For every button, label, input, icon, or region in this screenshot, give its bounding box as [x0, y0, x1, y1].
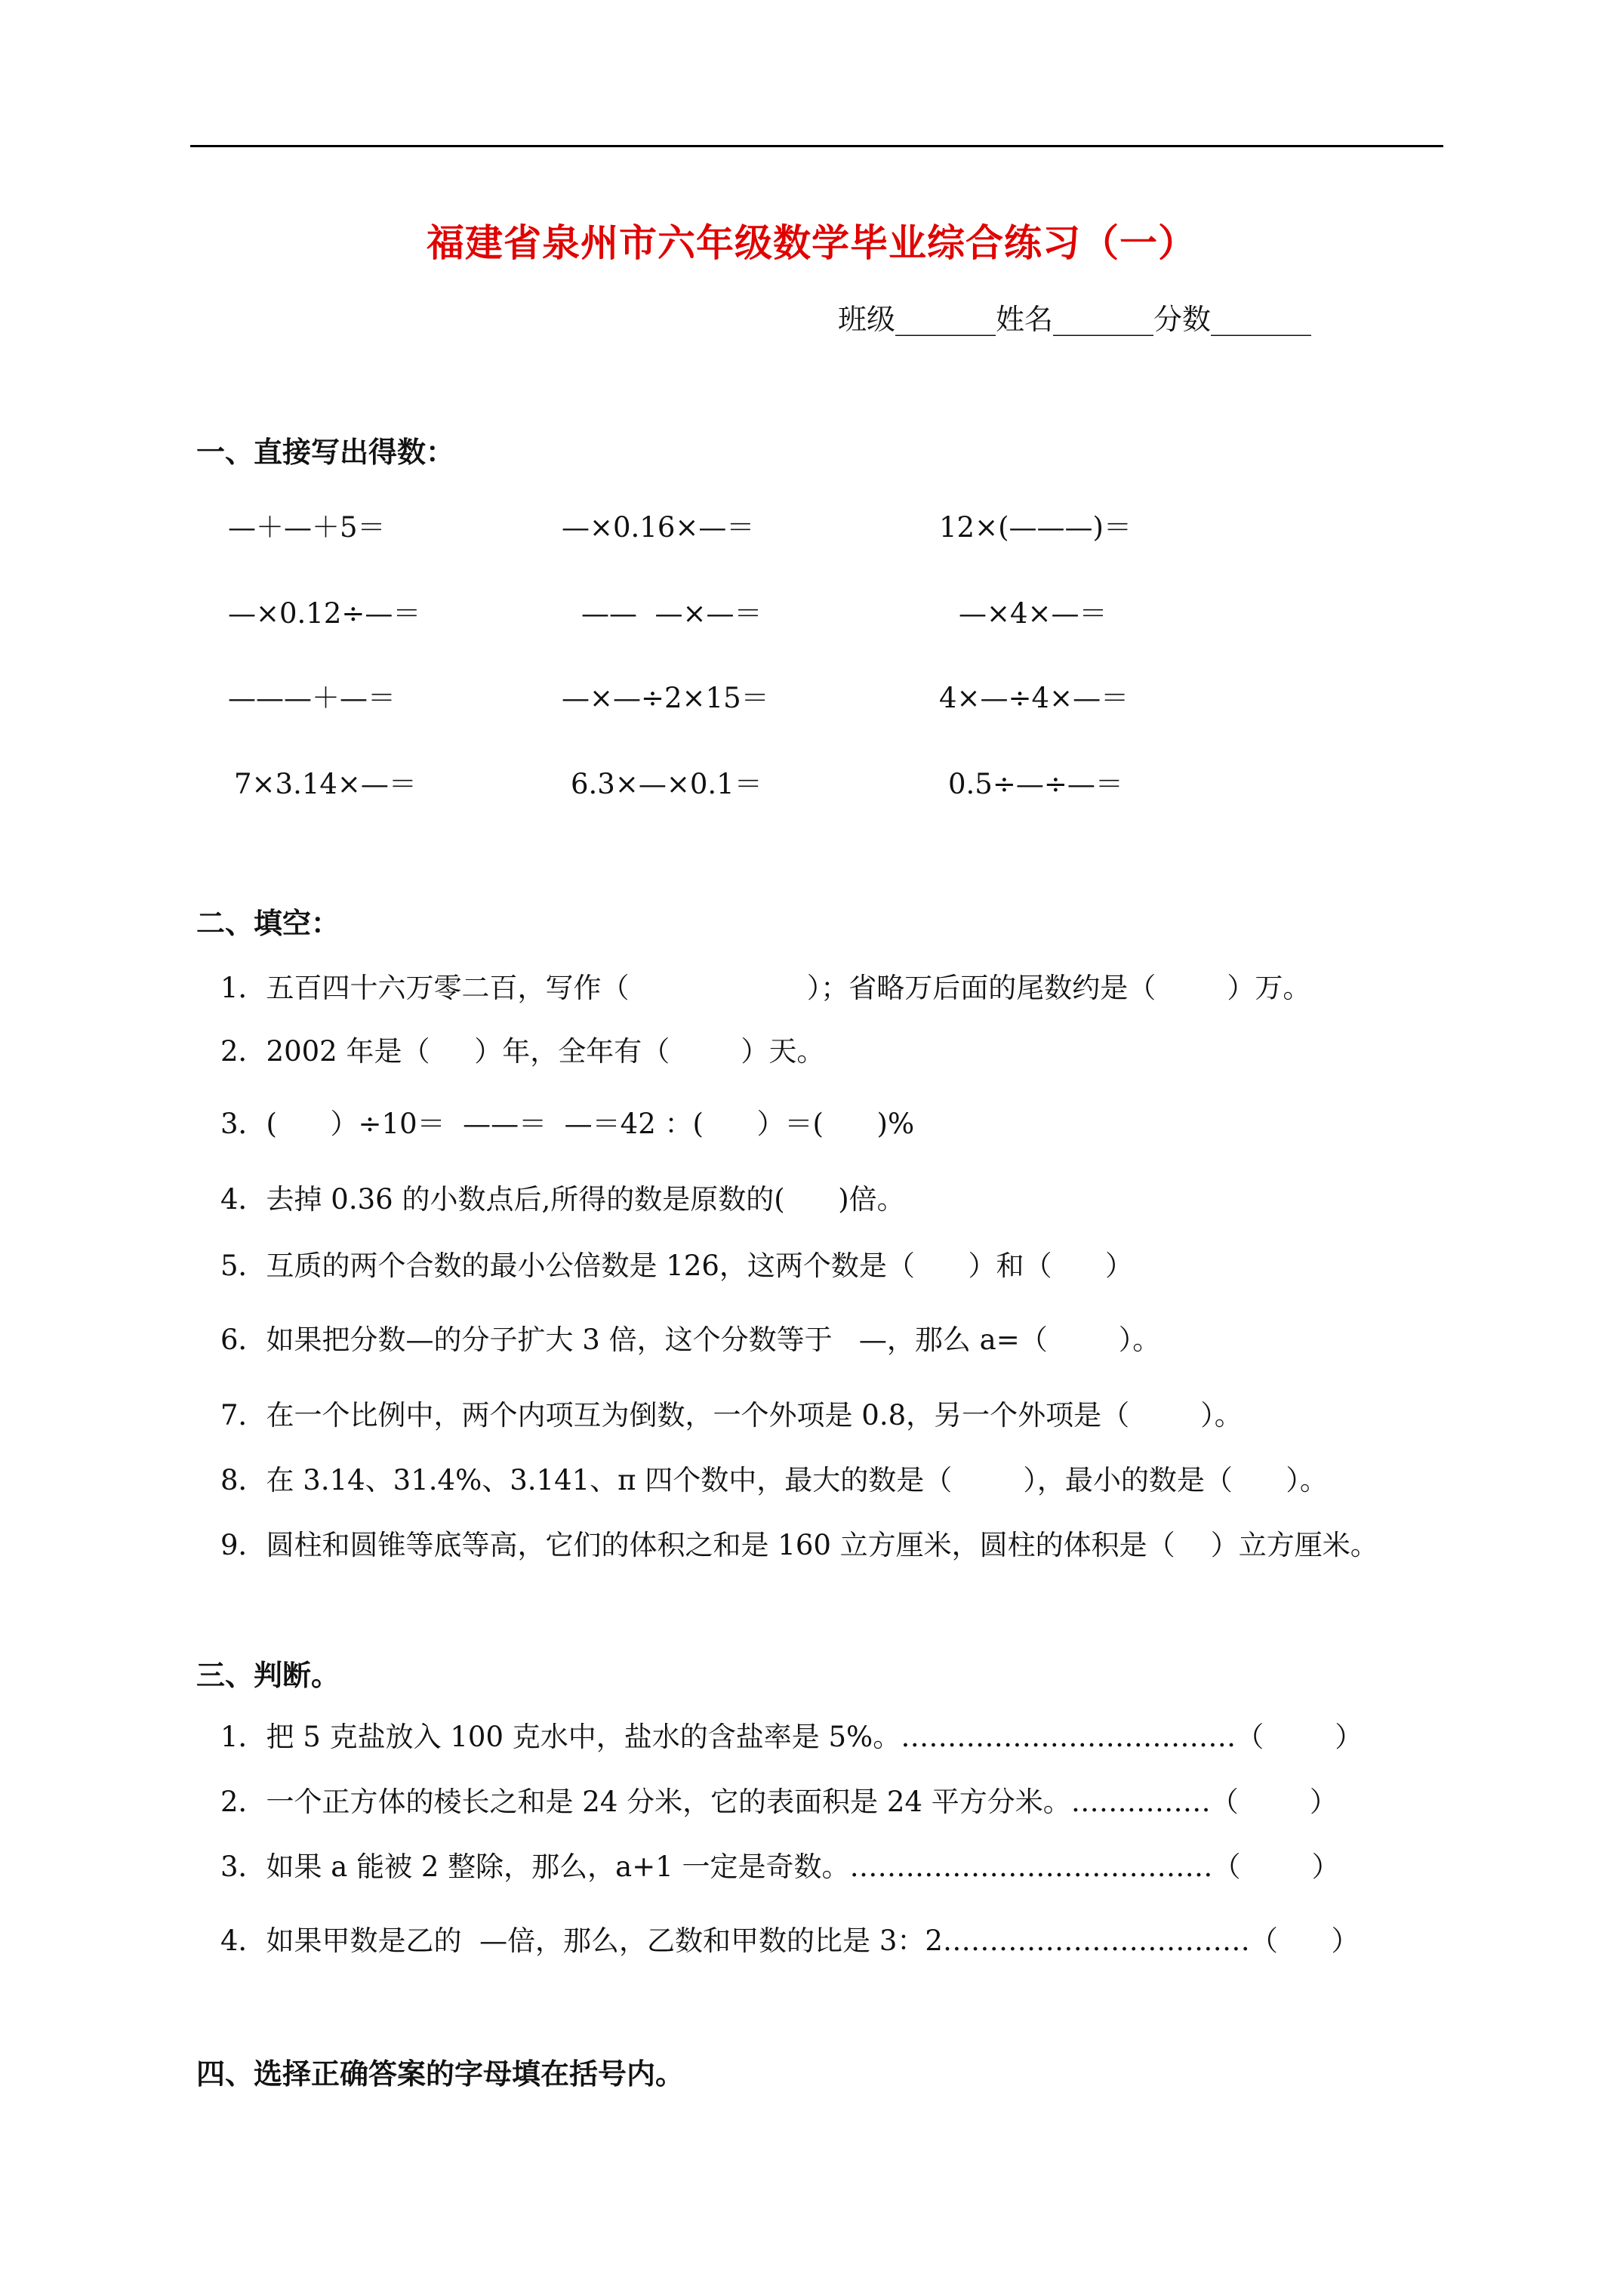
judge-item: 1．把 5 克盐放入 100 克水中，盐水的含盐率是 5%。………………………………（ ） — [220, 1721, 1363, 1753]
fill-item: 9．圆柱和圆锥等底等高，它们的体积之和是 160 立方厘米，圆柱的体积是（ ）立方厘米。 — [220, 1529, 1378, 1561]
calc-item: —×4×—＝ — [959, 597, 1107, 630]
top-rule — [190, 145, 1443, 147]
calc-item: 7×3.14×—＝ — [234, 768, 417, 800]
calc-item: —＋—＋5＝ — [228, 511, 386, 544]
section-heading-2: 二、填空： — [196, 906, 340, 940]
calc-item: 0.5÷—÷—＝ — [948, 768, 1123, 800]
judge-item: 2．一个正方体的棱长之和是 24 分米，它的表面积是 24 平方分米。……………（ ） — [220, 1786, 1338, 1818]
calc-item: —— —×—＝ — [581, 597, 762, 630]
student-info-line: 班级_______姓名_______分数_______ — [838, 303, 1312, 336]
calc-item: 4×—÷4×—＝ — [939, 682, 1129, 714]
fill-item: 3．( ）÷10＝ ——＝ —＝42 ：( ）＝( )% — [220, 1108, 915, 1140]
calc-item: 12×(———)＝ — [939, 511, 1132, 544]
fill-item: 4．去掉 0.36 的小数点后,所得的数是原数的( )倍。 — [220, 1183, 905, 1216]
section-heading-3: 三、判断。 — [196, 1658, 340, 1692]
section-heading-1: 一、直接写出得数： — [196, 435, 455, 469]
fill-item: 1．五百四十六万零二百，写作（ ）；省略万后面的尾数约是（ ）万。 — [220, 972, 1311, 1004]
judge-item: 3．如果 a 能被 2 整除，那么，a+1 一定是奇数。…………………………………（ ） — [220, 1851, 1340, 1883]
fill-item: 6．如果把分数—的分子扩大 3 倍，这个分数等于 —，那么 a=（ ）。 — [220, 1324, 1161, 1356]
calc-item: 6.3×—×0.1＝ — [571, 768, 762, 800]
fill-item: 8．在 3.14、31.4%、3.141、π 四个数中，最大的数是（ ），最小的数是（ ）。 — [220, 1464, 1328, 1496]
calc-item: —×—÷2×15＝ — [562, 682, 769, 714]
page-title: 福建省泉州市六年级数学毕业综合练习（一） — [427, 220, 1196, 265]
fill-item: 2．2002 年是（ ）年，全年有（ ）天。 — [220, 1035, 825, 1068]
calc-item: —×0.12÷—＝ — [228, 597, 421, 630]
calc-item: —×0.16×—＝ — [562, 511, 755, 544]
fill-item: 5．互质的两个合数的最小公倍数是 126，这两个数是（ ）和（ ） — [220, 1250, 1134, 1282]
section-heading-4: 四、选择正确答案的字母填在括号内。 — [196, 2057, 685, 2091]
calc-item: ———＋—＝ — [228, 682, 396, 714]
judge-item: 4．如果甲数是乙的 —倍，那么，乙数和甲数的比是 3：2……………………………（ ） — [220, 1925, 1360, 1957]
fill-item: 7．在一个比例中，两个内项互为倒数，一个外项是 0.8，另一个外项是（ ）。 — [220, 1399, 1243, 1432]
